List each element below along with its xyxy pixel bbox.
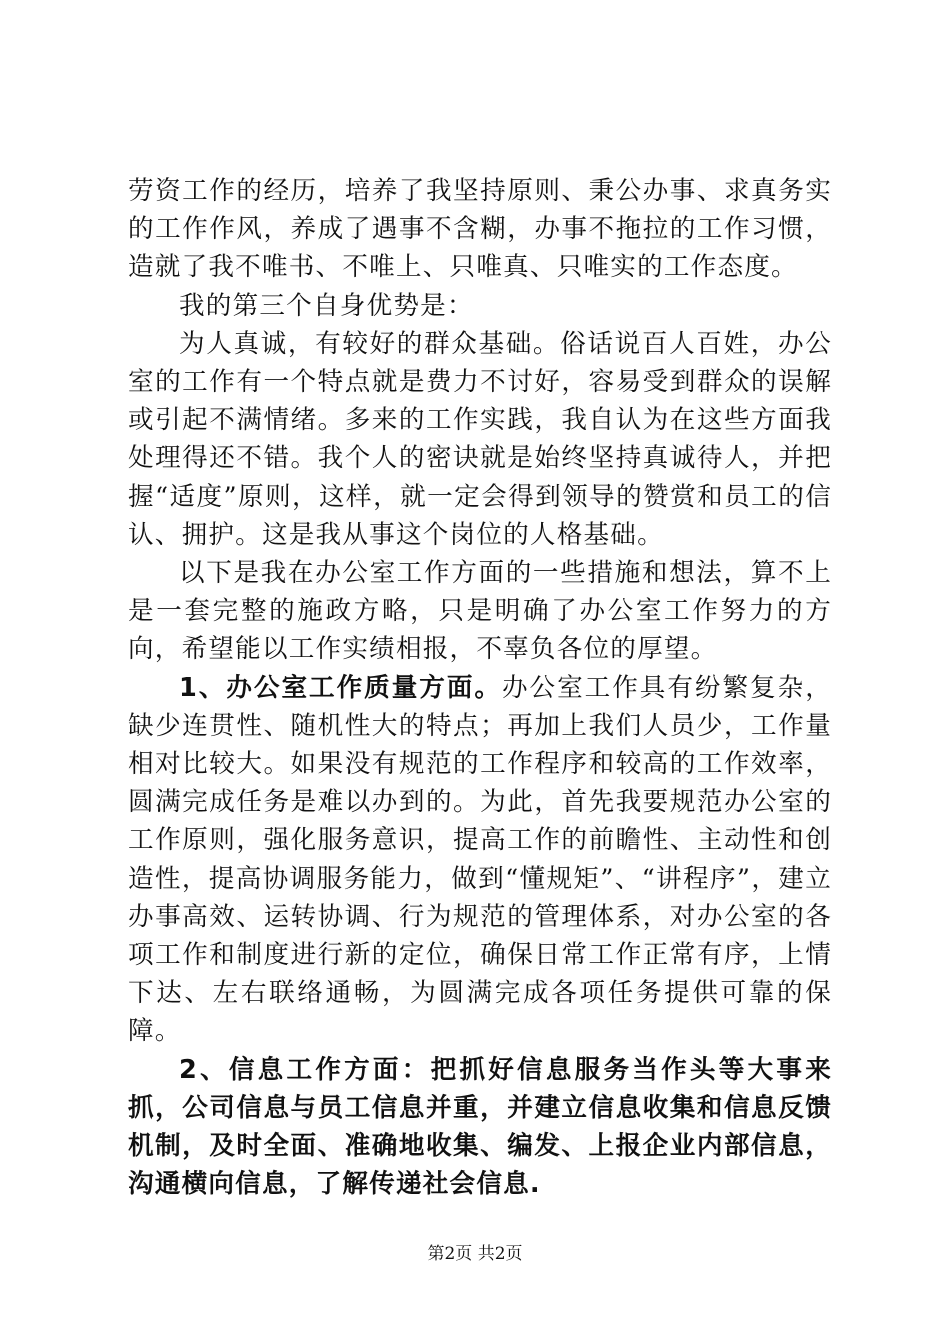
paragraph-item-1 — [128, 669, 832, 1051]
paragraph-third-advantage: 为人真诚，有较好的群众基础。俗话说百人百姓，办公室的工作有一个特点就是费力不讨好，容易受到群众的误解或引起不满情绪。多来的工作实践，我自认为在这些方面我处理得还不错。我个人的密诀就是始终坚持真诚待人，并把握“适度”原则，这样，就一定会得到领导的赞赏和员工的信认、拥护。这是我从事这个岗位的人格基础。 — [128, 328, 832, 550]
paragraph-measures-intro: 以下是我在办公室工作方面的一些措施和想法，算不上是一套完整的施政方略，只是明确了办公室工作努力的方向，希望能以工作实绩相报，不辜负各位的厚望。 — [128, 558, 832, 665]
paragraph-third-advantage-heading: 我的第三个自身优势是： — [179, 290, 474, 321]
paragraph-continuation: 劳资工作的经历，培养了我坚持原则、秉公办事、求真务实的工作作风，养成了遇事不含糊，办事不拖拉的工作习惯，造就了我不唯书、不唯上、只唯真、只唯实的工作态度。 — [128, 176, 832, 283]
paragraph-item-2: 2、信息工作方面：把抓好信息服务当作头等大事来抓，公司信息与员工信息并重，并建立信息收集和信息反馈机制，及时全面、准确地收集、编发、上报企业内部信息，沟通横向信息，了解传递社会信息. — [128, 1054, 832, 1200]
page-footer — [0, 1243, 950, 1265]
page-number: 第2页 共2页 — [427, 1244, 523, 1264]
item-1-text: 办公室工作具有纷繁复杂，缺少连贯性、随机性大的特点；再加上我们人员少，工作量相对比较大。如果没有规范的工作程序和较高的工作效率，圆满完成任务是难以办到的。为此，首先我要规范办公室的工作原则，强化服务意识，提高工作的前瞻性、主动性和创造性，提高协调服务能力，做到“懂规矩”、“讲程序”，建立办事高效、运转协调、行为规范的管理体系，对办公室的各项工作和制度进行新的定位，确保日常工作正常有序，上情下达、左右联络通畅，为圆满完成各项任务提供可靠的保障。 — [128, 672, 832, 1047]
document-body — [128, 172, 832, 1203]
item-1-lead: 1、办公室工作质量方面。 — [179, 672, 502, 703]
